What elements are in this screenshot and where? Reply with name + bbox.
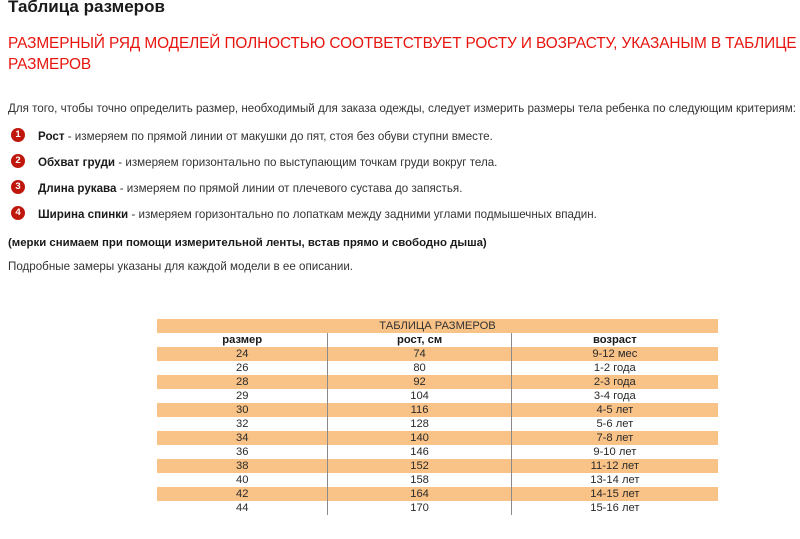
header-height: рост, см bbox=[328, 333, 511, 347]
table-row bbox=[157, 389, 718, 403]
cell-height: 152 bbox=[328, 459, 511, 473]
cell-size: 44 bbox=[157, 501, 328, 515]
cell-age: 14-15 лет bbox=[511, 487, 718, 501]
header-size: размер bbox=[222, 334, 263, 346]
cell-size: 40 bbox=[157, 473, 328, 487]
measurement-intro: Для того, чтобы точно определить размер, необходимый для заказа одежды, следует измерить размеры тела ребенка по следующим критериям: bbox=[8, 102, 796, 115]
cell-age: 11-12 лет bbox=[511, 459, 718, 473]
cell-size: 30 bbox=[157, 403, 328, 417]
cell-age: 15-16 лет bbox=[511, 501, 718, 515]
cell-size: 42 bbox=[157, 487, 328, 501]
size-range-notice: РАЗМЕРНЫЙ РЯД МОДЕЛЕЙ ПОЛНОСТЬЮ СООТВЕТСТВУЕТ РОСТУ И ВОЗРАСТУ, УКАЗАНЫМ В ТАБЛИЦЕ РАЗМЕРОВ bbox=[8, 35, 797, 73]
cell-age: 7-8 лет bbox=[511, 431, 718, 445]
cell-height: 146 bbox=[328, 445, 511, 459]
cell-height: 128 bbox=[328, 417, 511, 431]
criterion-text bbox=[38, 208, 597, 222]
cell-age: 9-12 мес bbox=[511, 347, 718, 361]
criterion-text bbox=[38, 156, 497, 170]
table-row bbox=[157, 403, 718, 417]
cell-age: 4-5 лет bbox=[511, 403, 718, 417]
page-title: Таблица размеров bbox=[8, 0, 165, 16]
cell-height: 164 bbox=[328, 487, 511, 501]
criterion-description: - измеряем горизонтально по выступающим точкам груди вокруг тела. bbox=[115, 156, 498, 169]
table-row bbox=[157, 487, 718, 501]
cell-height: 170 bbox=[328, 501, 511, 515]
table-caption-row bbox=[157, 319, 718, 333]
criterion-text bbox=[38, 182, 462, 196]
number-three-icon: 3 bbox=[11, 180, 25, 194]
cell-height: 80 bbox=[328, 361, 511, 375]
criterion-description: - измеряем горизонтально по лопаткам между задними углами подмышечных впадин. bbox=[128, 208, 597, 221]
cell-size: 24 bbox=[157, 347, 328, 361]
cell-size: 28 bbox=[157, 375, 328, 389]
criterion-text bbox=[38, 130, 493, 144]
table-row bbox=[157, 347, 718, 361]
cell-size: 26 bbox=[157, 361, 328, 375]
table-row bbox=[157, 361, 718, 375]
cell-height: 158 bbox=[328, 473, 511, 487]
details-note: Подробные замеры указаны для каждой модели в ее описании. bbox=[8, 260, 354, 273]
size-table bbox=[157, 319, 718, 515]
cell-size: 38 bbox=[157, 459, 328, 473]
criterion-term: Обхват груди bbox=[38, 156, 116, 169]
cell-height: 116 bbox=[328, 403, 511, 417]
cell-height: 92 bbox=[328, 375, 511, 389]
table-row bbox=[157, 417, 718, 431]
criterion-term: Длина рукава bbox=[38, 182, 117, 195]
table-caption: ТАБЛИЦА РАЗМЕРОВ bbox=[157, 319, 718, 333]
table-header-row bbox=[157, 333, 718, 347]
cell-size: 36 bbox=[157, 445, 328, 459]
cell-age: 9-10 лет bbox=[511, 445, 718, 459]
table-row bbox=[157, 459, 718, 473]
criterion-term: Рост bbox=[38, 130, 65, 143]
cell-age: 3-4 года bbox=[511, 389, 718, 403]
cell-size: 32 bbox=[157, 417, 328, 431]
cell-age: 1-2 года bbox=[511, 361, 718, 375]
cell-height: 104 bbox=[328, 389, 511, 403]
table-row bbox=[157, 501, 718, 515]
cell-age: 2-3 года bbox=[511, 375, 718, 389]
table-row bbox=[157, 445, 718, 459]
cell-height: 140 bbox=[328, 431, 511, 445]
cell-size: 29 bbox=[157, 389, 328, 403]
cell-age: 13-14 лет bbox=[511, 473, 718, 487]
cell-age: 5-6 лет bbox=[511, 417, 718, 431]
criterion-description: - измеряем по прямой линии от макушки до пят, стоя без обуви ступни вместе. bbox=[64, 130, 493, 143]
measuring-note: (мерки снимаем при помощи измерительной ленты, встав прямо и свободно дыша) bbox=[8, 237, 487, 249]
cell-height: 74 bbox=[328, 347, 511, 361]
cell-size: 34 bbox=[157, 431, 328, 445]
criterion-description: - измеряем по прямой линии от плечевого сустава до запястья. bbox=[116, 182, 463, 195]
number-one-icon: 1 bbox=[11, 128, 25, 142]
number-two-icon: 2 bbox=[11, 154, 25, 168]
criterion-term: Ширина спинки bbox=[38, 208, 129, 221]
number-four-icon: 4 bbox=[11, 206, 25, 220]
header-age: возраст bbox=[511, 333, 718, 347]
table-row bbox=[157, 473, 718, 487]
table-row bbox=[157, 431, 718, 445]
table-row bbox=[157, 375, 718, 389]
